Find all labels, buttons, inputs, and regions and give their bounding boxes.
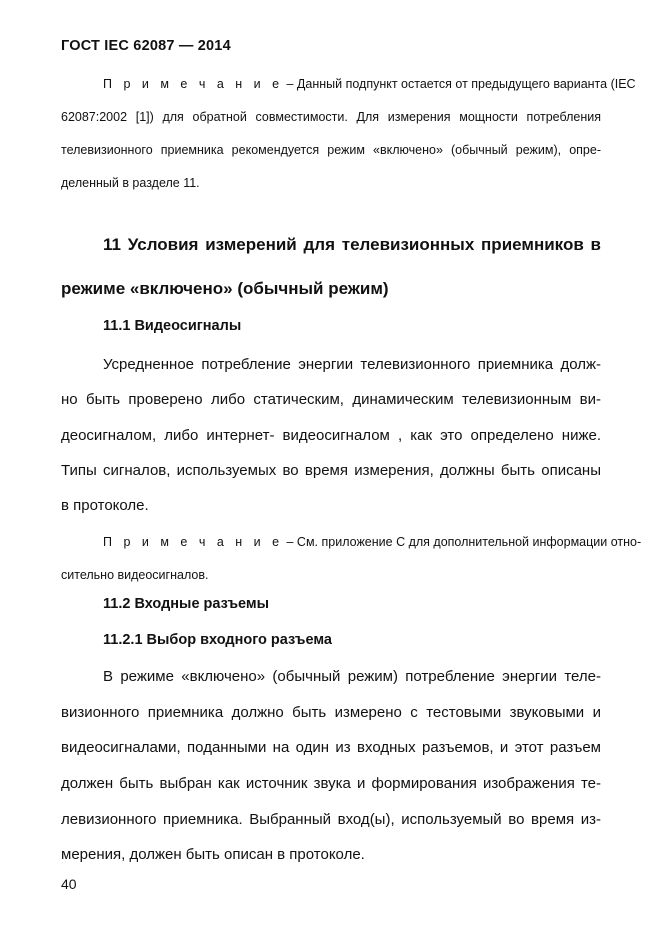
section-11-1-line-3: деосигналом, либо интернет- видеосигналом , как это определено ниже. xyxy=(61,427,601,444)
section-11-2-1-line-5: левизионного приемника. Выбранный вход(ы), используемый во время из- xyxy=(61,811,601,828)
section-11-1-heading: 11.1 Видеосигналы xyxy=(103,318,242,334)
section-11-2-1-line-1: В режиме «включено» (обычный режим) потребление энергии теле- xyxy=(103,668,601,685)
section-11-1-line-4: Типы сигналов, используемых во время измерения, должны быть описаны xyxy=(61,462,601,479)
note-1-line-3: телевизионного приемника рекомендуется режим «включено» (обычный режим), опре- xyxy=(61,143,601,157)
section-11-heading-line-1: 11 Условия измерений для телевизионных приемников в xyxy=(103,235,601,254)
section-11-2-1-heading: 11.2.1 Выбор входного разъема xyxy=(103,632,332,648)
note-1-line-4: деленный в разделе 11. xyxy=(61,176,200,190)
note-1-line-2: 62087:2002 [1]) для обратной совместимости. Для измерения мощности потребления xyxy=(61,110,601,124)
section-11-2-1-line-6: мерения, должен быть описан в протоколе. xyxy=(61,846,365,863)
section-11-2-1-line-4: должен быть выбран как источник звука и формирования изображения те- xyxy=(61,775,601,792)
page-number: 40 xyxy=(61,876,77,892)
note-2-line-1-text: – См. приложение С для дополнительной информации отно- xyxy=(283,535,642,549)
note-2-line-1 xyxy=(103,525,642,560)
note-1-line-1-text: – Данный подпункт остается от предыдущего варианта (IEC xyxy=(283,77,636,91)
section-11-2-1-line-2: визионного приемника должно быть измерено с тестовыми звуковыми и xyxy=(61,704,601,721)
section-11-2-heading: 11.2 Входные разъемы xyxy=(103,596,270,612)
section-11-1-line-5: в протоколе. xyxy=(61,497,149,514)
note-2-prefix: П р и м е ч а н и е xyxy=(103,535,284,549)
note-1-line-1 xyxy=(103,67,636,102)
document-header: ГОСТ IEC 62087 — 2014 xyxy=(61,38,231,54)
note-2-line-2: сительно видеосигналов. xyxy=(61,568,209,582)
section-11-2-1-line-3: видеосигналами, поданными на один из входных разъемов, и этот разъем xyxy=(61,739,601,756)
section-11-heading-line-2: режиме «включено» (обычный режим) xyxy=(61,279,389,298)
note-1-prefix: П р и м е ч а н и е xyxy=(103,77,284,91)
section-11-1-line-1: Усредненное потребление энергии телевизионного приемника долж- xyxy=(103,356,601,373)
section-11-1-line-2: но быть проверено либо статическим, динамическим телевизионным ви- xyxy=(61,391,601,408)
